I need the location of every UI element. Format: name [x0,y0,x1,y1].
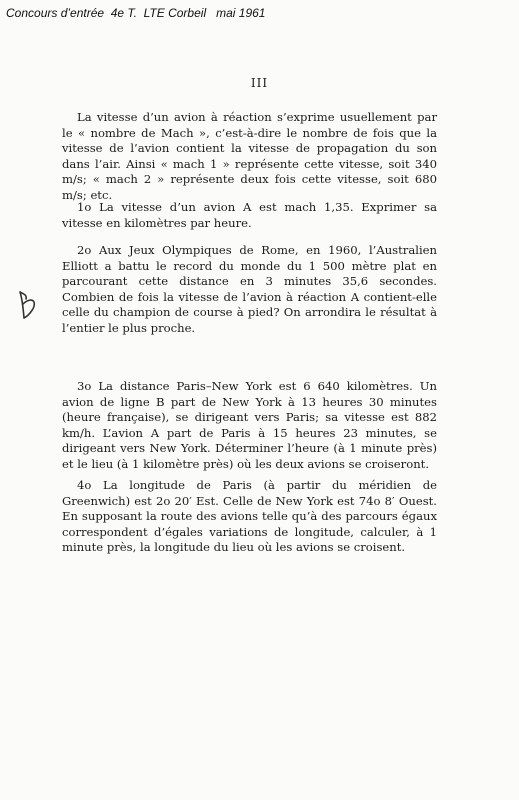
question-4: 4o La longitude de Paris (à partir du méridien de Greenwich) est 2o 20′ Est. Celle de New York est 74o 8′ Ouest. En supposant la route des avions telle qu’à des parcours égaux correspondent d’égales variations de longitude, calculer, à 1 minute près, la longitude du lieu où les avions se croisent. [62,478,437,554]
intro-paragraph: La vitesse d’un avion à réaction s’exprime usuellement par le « nombre de Mach », c’est-à-dire le nombre de fois que la vitesse de l’avion contient la vitesse de propagation du son dans l’air. Ainsi « mach 1 » représente cette vitesse, soit 340 m/s; « mach 2 » représente deux fois cette vitesse, soit 680 m/s; etc. [62,110,437,202]
question-1: 1o La vitesse d’un avion A est mach 1,35. Exprimer sa vitesse en kilomètres par heure. [62,200,437,230]
handwritten-header: Concours d’entrée 4e T. LTE Corbeil mai 1961 [6,6,266,20]
section-number: III [250,76,269,90]
question-3: 3o La distance Paris–New York est 6 640 kilomètres. Un avion de ligne B part de New York à 13 heures 30 minutes (heure française), se dirigeant vers Paris; sa vitesse est 882 km/h. L’avion A part de Paris à 15 heures 23 minutes, se dirigeant vers New York. Déterminer l’heure (à 1 minute près) et le lieu (à 1 kilomètre près) où les deux avions se croiseront. [62,379,437,471]
handwritten-margin-b-mark [14,288,42,322]
question-2: 2o Aux Jeux Olympiques de Rome, en 1960, l’Australien Elliott a battu le record du monde du 1 500 mètre plat en parcourant cette distance en 3 minutes 35,6 secondes. Combien de fois la vitesse de l’avion à réaction A contient-elle celle du champion de course à pied? On arrondira le résultat à l’entier le plus proche. [62,243,437,335]
